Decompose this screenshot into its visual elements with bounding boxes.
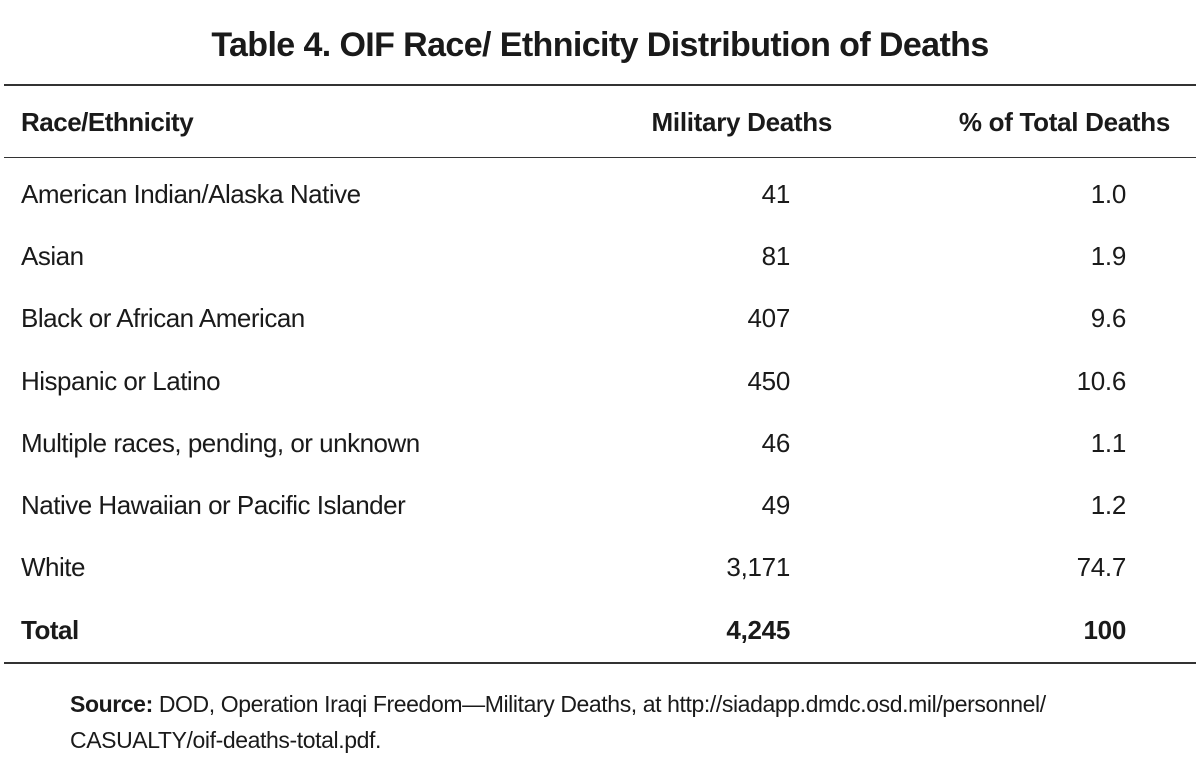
row-label: Black or African American [21, 303, 305, 333]
row-percent: 74.7 [1076, 552, 1126, 582]
table-bottom-rule [4, 662, 1196, 664]
table-row [0, 236, 1200, 276]
row-label: American Indian/Alaska Native [21, 179, 361, 209]
table-top-rule [4, 84, 1196, 86]
row-deaths: 407 [747, 303, 790, 333]
source-text-line2: CASUALTY/oif-deaths-total.pdf. [70, 727, 381, 753]
row-label: White [21, 552, 85, 582]
row-deaths: 41 [761, 179, 790, 209]
row-label: Native Hawaiian or Pacific Islander [21, 490, 406, 520]
row-percent: 1.9 [1090, 241, 1126, 271]
total-label: Total [21, 615, 79, 645]
row-label: Hispanic or Latino [21, 366, 221, 396]
table-row [0, 174, 1200, 214]
column-header-race-ethnicity: Race/Ethnicity [21, 107, 194, 137]
table-header-rule [4, 157, 1196, 158]
source-label: Source: [70, 691, 153, 717]
table-header-row [0, 102, 1200, 142]
table-row [0, 485, 1200, 525]
row-label: Asian [21, 241, 84, 271]
table-row [0, 423, 1200, 463]
table-title: Table 4. OIF Race/ Ethnicity Distribution of Deaths [211, 26, 989, 64]
source-text: DOD, Operation Iraqi Freedom—Military Deaths, at http://siadapp.dmdc.osd.mil/personnel/ [158, 691, 1046, 717]
row-deaths: 46 [761, 428, 790, 458]
total-percent: 100 [1083, 615, 1126, 645]
table-total-row [0, 610, 1200, 650]
row-percent: 9.6 [1090, 303, 1126, 333]
column-header-percent-total: % of Total Deaths [958, 107, 1170, 137]
table-row [0, 547, 1200, 587]
row-percent: 10.6 [1076, 366, 1126, 396]
table-row [0, 361, 1200, 401]
total-deaths: 4,245 [726, 615, 790, 645]
row-label: Multiple races, pending, or unknown [21, 428, 420, 458]
row-percent: 1.0 [1090, 179, 1126, 209]
row-deaths: 3,171 [726, 552, 790, 582]
table-row [0, 298, 1200, 338]
column-header-military-deaths: Military Deaths [651, 107, 832, 137]
row-deaths: 81 [761, 241, 790, 271]
row-deaths: 49 [761, 490, 790, 520]
row-percent: 1.1 [1090, 428, 1126, 458]
row-percent: 1.2 [1090, 490, 1126, 520]
source-note [70, 686, 1180, 758]
row-deaths: 450 [747, 366, 790, 396]
